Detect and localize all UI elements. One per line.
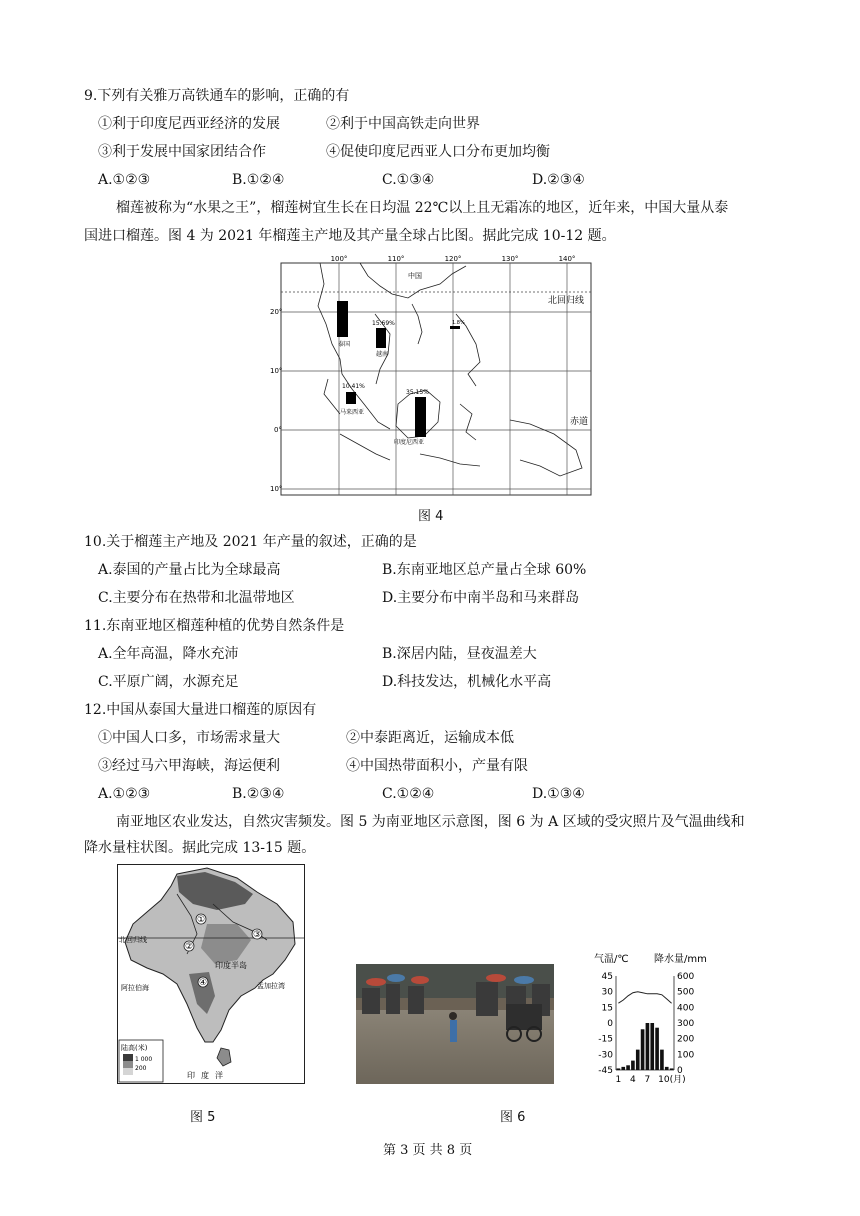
label-indonesia: 印度尼西亚 bbox=[394, 439, 425, 446]
precip-bar bbox=[665, 1067, 669, 1070]
intro-durian-line2: 国进口榴莲。图 4 为 2021 年榴莲主产地及其产量全球占比图。据此完成 10-12 题。 bbox=[84, 228, 616, 244]
q9-stem: 9.下列有关雅万高铁通车的影响，正确的有 bbox=[84, 88, 350, 104]
marker-3: ③ bbox=[252, 930, 262, 940]
q10-option-d: D.主要分布中南半岛和马来群岛 bbox=[382, 590, 580, 606]
month-tick-label: 4 bbox=[630, 1075, 636, 1085]
q12-choice-b: B.②③④ bbox=[232, 786, 285, 802]
q10-option-c: C.主要分布在热带和北温带地区 bbox=[98, 590, 295, 606]
y-right-label: 降水量/mm bbox=[654, 954, 707, 965]
q9-choice-c: C.①③④ bbox=[382, 172, 435, 188]
precip-bar bbox=[641, 1029, 645, 1070]
intro-south-asia-line1: 南亚地区农业发达，自然灾害频发。图 5 为南亚地区示意图，图 6 为 A 区域的受灾照片及气温曲线和 bbox=[116, 814, 745, 830]
q9-option-1: ①利于印度尼西亚经济的发展 bbox=[98, 116, 280, 132]
bar-vietnam bbox=[376, 328, 386, 348]
bar-indonesia bbox=[415, 397, 426, 437]
lat-label: 20° bbox=[270, 308, 283, 316]
label-vietnam: 越南 bbox=[376, 351, 389, 358]
q12-option-4: ④中国热带面积小，产量有限 bbox=[346, 758, 528, 774]
intro-south-asia-line2: 降水量柱状图。据此完成 13-15 题。 bbox=[84, 840, 316, 856]
q9-choice-d: D.②③④ bbox=[532, 172, 585, 188]
climate-chart bbox=[588, 952, 724, 1086]
q11-option-d: D.科技发达，机械化水平高 bbox=[382, 674, 552, 690]
label-thailand: 泰国 bbox=[338, 341, 351, 348]
precip-bar bbox=[650, 1023, 654, 1070]
q9-option-3: ③利于发展中国家团结合作 bbox=[98, 144, 266, 160]
lat-label: 10° bbox=[270, 485, 283, 493]
precip-bar bbox=[617, 1068, 621, 1070]
temp-tick-label: 0 bbox=[607, 1019, 613, 1029]
figure-4-map bbox=[270, 254, 592, 496]
q12-option-2: ②中泰距离近，运输成本低 bbox=[346, 730, 514, 746]
precip-bar bbox=[631, 1061, 635, 1070]
temp-tick-label: -45 bbox=[598, 1066, 613, 1076]
q10-option-a: A.泰国的产量占比为全球最高 bbox=[98, 562, 281, 578]
q11-option-a: A.全年高温，降水充沛 bbox=[98, 646, 239, 662]
lon-label: 140° bbox=[558, 255, 576, 263]
figure-6-caption: 图 6 bbox=[500, 1110, 526, 1125]
q9-choice-a: A.①②③ bbox=[98, 172, 151, 188]
q10-option-b: B.东南亚地区总产量占全球 60% bbox=[382, 562, 587, 578]
label-equator: 赤道 bbox=[570, 417, 589, 427]
flood-photo bbox=[356, 964, 554, 1084]
label-china: 中国 bbox=[408, 272, 422, 280]
precip-tick-label: 100 bbox=[677, 1050, 695, 1061]
q12-option-1: ①中国人口多，市场需求量大 bbox=[98, 730, 280, 746]
lon-label: 100° bbox=[330, 255, 348, 263]
q9-choice-b: B.①②④ bbox=[232, 172, 285, 188]
legend-title: 陆高(米) bbox=[121, 1044, 148, 1052]
q12-stem: 12.中国从泰国大量进口榴莲的原因有 bbox=[84, 702, 317, 718]
temp-tick-label: -30 bbox=[598, 1050, 613, 1061]
lat-label: 0° bbox=[274, 426, 282, 434]
lon-label: 110° bbox=[387, 255, 405, 263]
temp-tick-label: 45 bbox=[601, 972, 613, 982]
intro-durian-line1: 榴莲被称为“水果之王”，榴莲树宜生长在日均温 22℃以上且无霜冻的地区，近年来，中国大量从泰 bbox=[116, 200, 729, 216]
q11-option-c: C.平原广阔，水源充足 bbox=[98, 674, 239, 690]
figure-4-caption: 图 4 bbox=[418, 509, 444, 524]
marker-2: ② bbox=[184, 942, 194, 952]
q10-stem: 10.关于榴莲主产地及 2021 年产量的叙述，正确的是 bbox=[84, 534, 417, 550]
precip-bar bbox=[626, 1065, 630, 1070]
label-tropic: 北回归线 bbox=[119, 936, 147, 944]
bar-malaysia bbox=[346, 392, 356, 404]
precip-tick-label: 0 bbox=[677, 1066, 683, 1076]
label-tropic: 北回归线 bbox=[548, 296, 585, 306]
bar-thailand bbox=[337, 301, 348, 337]
q12-choice-a: A.①②③ bbox=[98, 786, 151, 802]
label-indian-ocean: 印度洋 bbox=[187, 1071, 229, 1080]
precip-tick-label: 600 bbox=[677, 972, 695, 982]
precip-bar bbox=[636, 1050, 640, 1070]
page-footer: 第 3 页 共 8 页 bbox=[383, 1143, 473, 1158]
bar-label-malaysia: 10.41% bbox=[342, 383, 365, 390]
marker-1: ① bbox=[196, 915, 206, 925]
temp-tick-label: 15 bbox=[601, 1003, 613, 1014]
lon-label: 130° bbox=[501, 255, 519, 263]
bar-label-philippines: 1.8% bbox=[452, 320, 465, 326]
label-peninsula: 印度半岛 bbox=[215, 961, 247, 970]
precip-bar bbox=[621, 1067, 625, 1070]
month-tick-label: 7 bbox=[644, 1075, 651, 1085]
label-malaysia: 马来西亚 bbox=[340, 409, 365, 416]
month-tick-label: 10(月) bbox=[658, 1075, 686, 1085]
month-tick-label: 1 bbox=[615, 1075, 622, 1085]
figure-5-map bbox=[117, 864, 305, 1084]
precip-bar bbox=[655, 1028, 659, 1070]
precip-tick-label: 500 bbox=[677, 987, 695, 998]
label-arabian-sea: 阿拉伯海 bbox=[121, 984, 149, 992]
q9-option-2: ②利于中国高铁走向世界 bbox=[326, 116, 480, 132]
figure-5-caption: 图 5 bbox=[190, 1110, 216, 1125]
lat-label: 10° bbox=[270, 367, 283, 375]
legend-1000: 1 000 bbox=[135, 1056, 153, 1063]
temp-tick-label: 30 bbox=[601, 987, 613, 998]
temperature-line bbox=[618, 992, 671, 1004]
q12-choice-c: C.①②④ bbox=[382, 786, 435, 802]
precip-tick-label: 200 bbox=[677, 1034, 695, 1045]
q12-option-3: ③经过马六甲海峡，海运便利 bbox=[98, 758, 280, 774]
q11-option-b: B.深居内陆，昼夜温差大 bbox=[382, 646, 537, 662]
temp-tick-label: -15 bbox=[598, 1034, 613, 1045]
legend-200: 200 bbox=[135, 1065, 147, 1072]
precip-bar bbox=[646, 1023, 650, 1070]
bar-label-indonesia: 35.15% bbox=[406, 389, 429, 396]
q9-option-4: ④促使印度尼西亚人口分布更加均衡 bbox=[326, 144, 550, 160]
q12-choice-d: D.①③④ bbox=[532, 786, 585, 802]
marker-4: ④ bbox=[198, 978, 208, 988]
precip-tick-label: 300 bbox=[677, 1019, 695, 1029]
q11-stem: 11.东南亚地区榴莲种植的优势自然条件是 bbox=[84, 618, 345, 634]
precip-tick-label: 400 bbox=[677, 1003, 695, 1014]
bar-label-vietnam: 15.69% bbox=[372, 320, 395, 327]
bar-philippines bbox=[450, 326, 460, 329]
y-left-label: 气温/℃ bbox=[594, 954, 629, 965]
lon-label: 120° bbox=[444, 255, 462, 263]
label-bay-of-bengal: 孟加拉湾 bbox=[257, 982, 285, 990]
precip-bar bbox=[670, 1068, 674, 1070]
precip-bar bbox=[660, 1050, 664, 1070]
